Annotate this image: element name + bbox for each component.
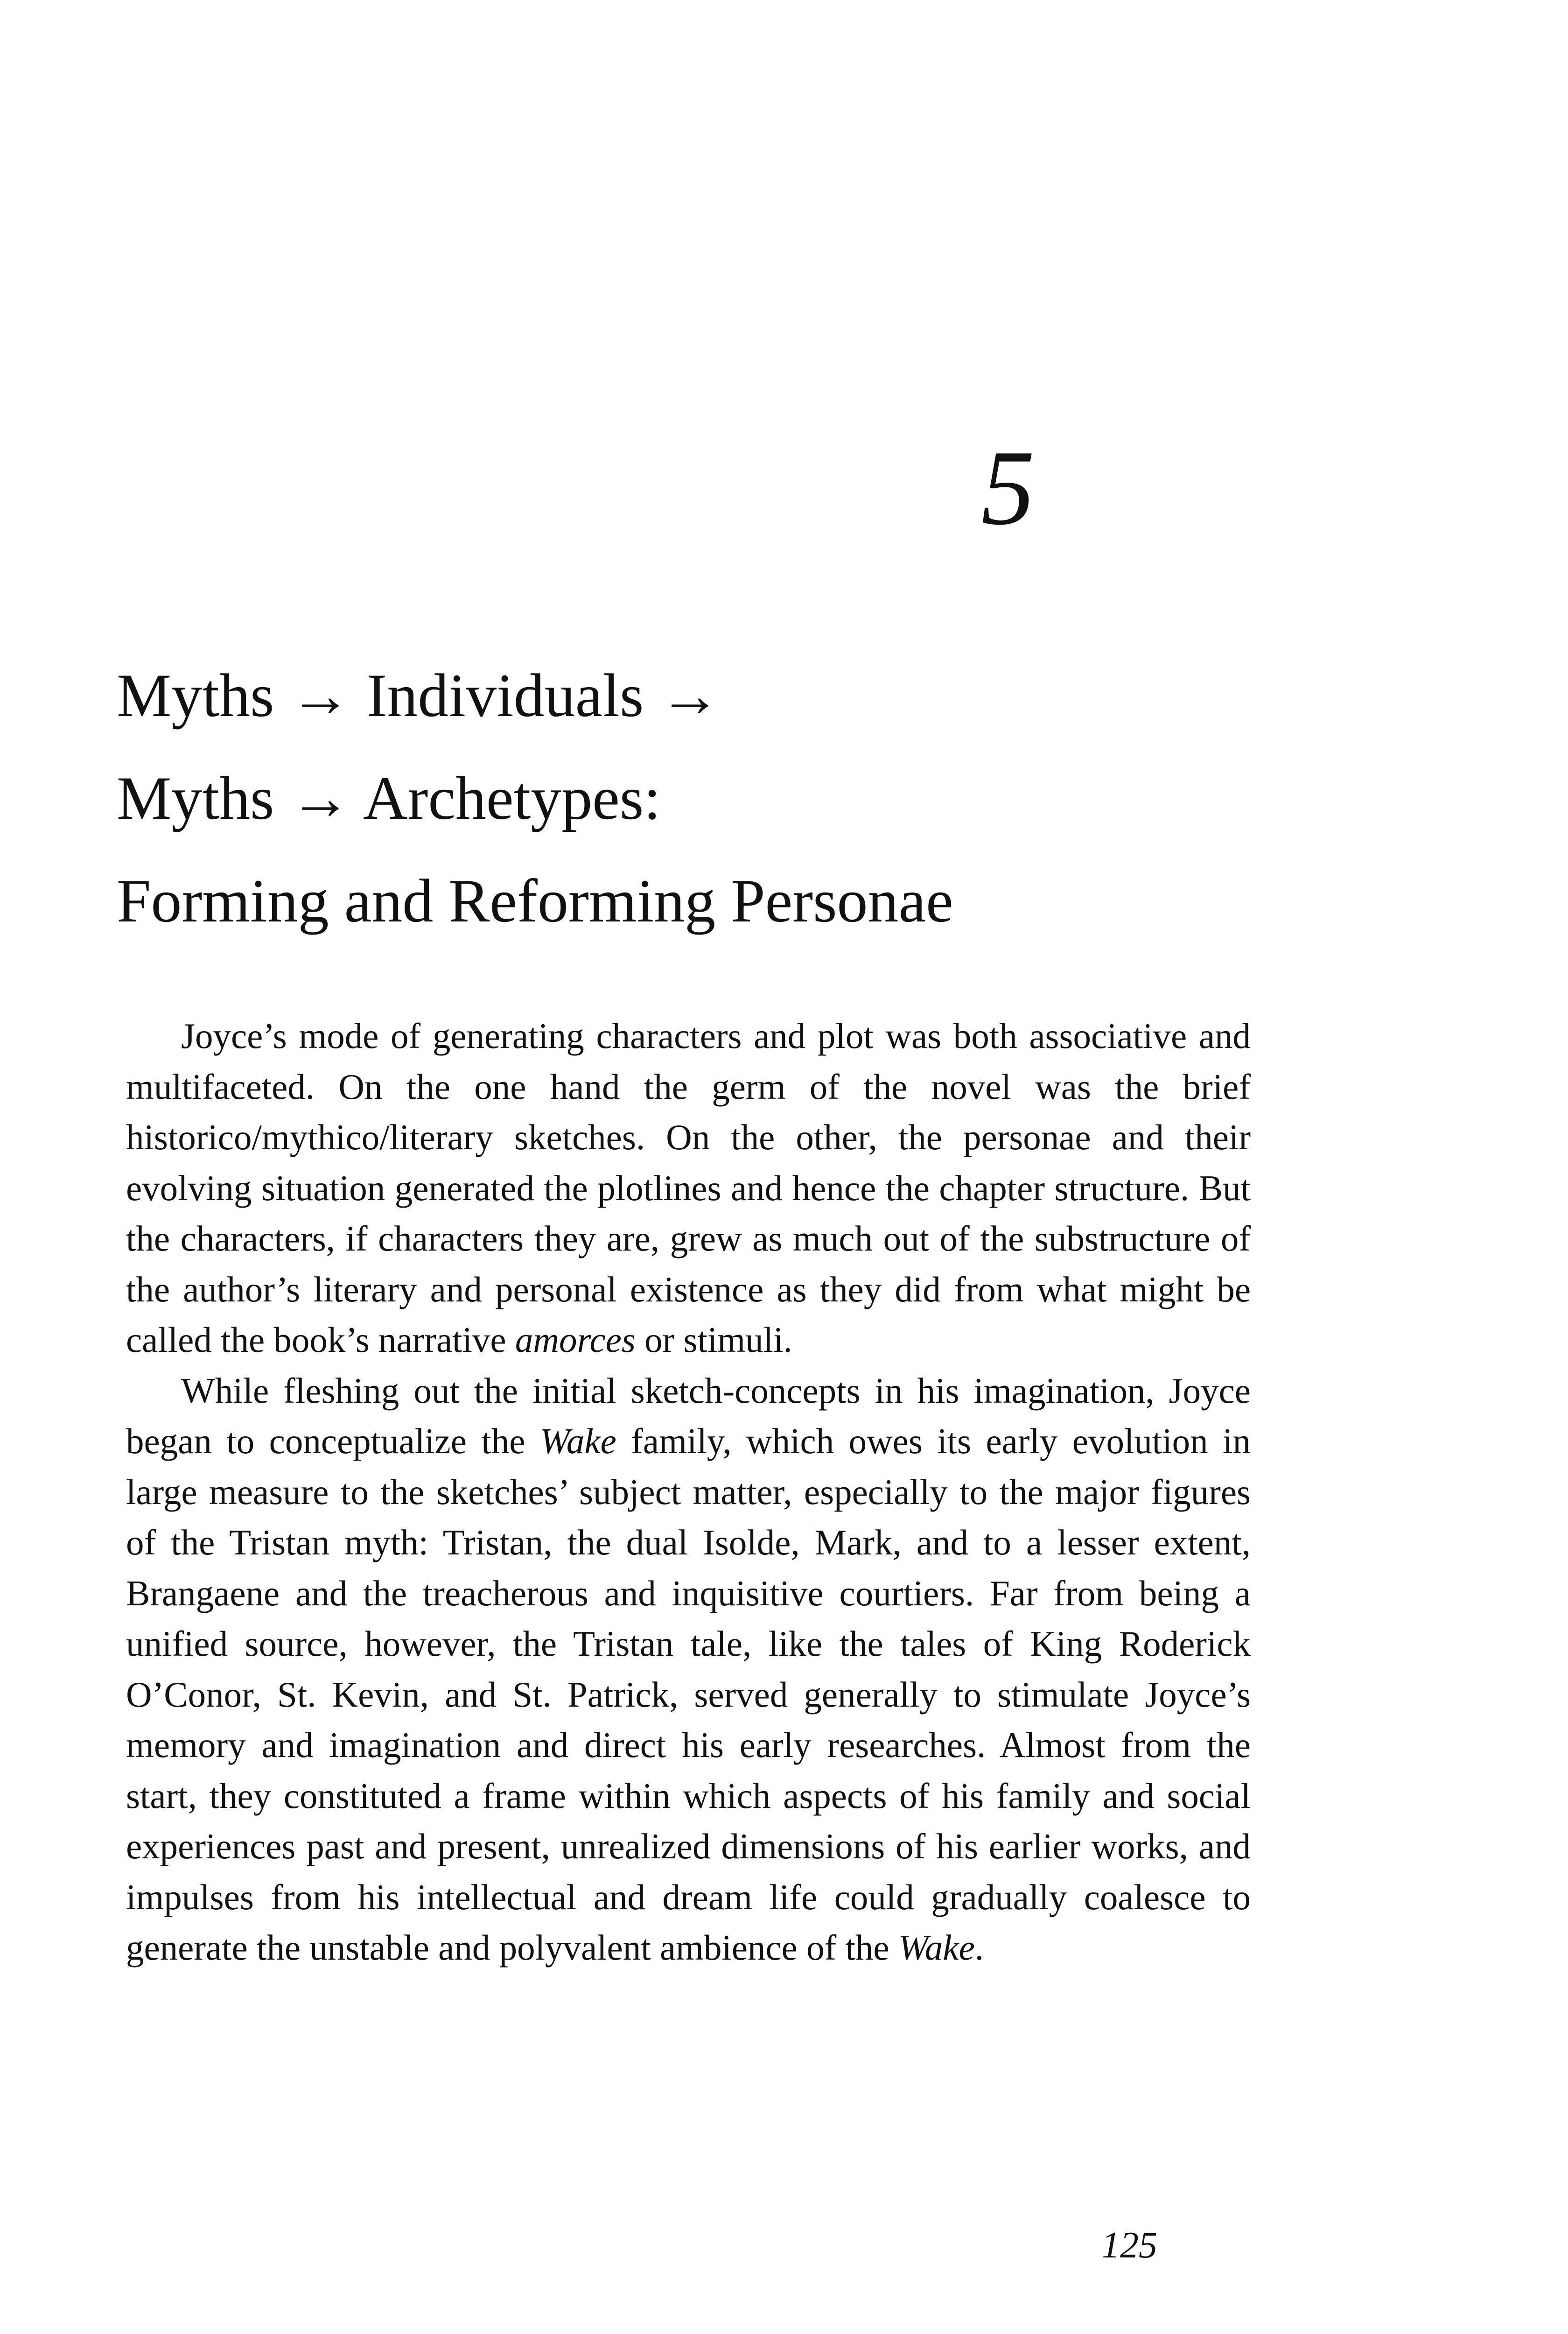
paragraph-2-text-3: . — [974, 1927, 984, 1968]
paragraph-2 — [126, 1365, 1251, 1973]
paragraph-1-text-end: or stimuli. — [635, 1320, 792, 1360]
paragraph-2-emphasis-2: Wake — [898, 1927, 975, 1968]
paragraph-1 — [126, 1011, 1251, 1365]
paragraph-1-text: Joyce’s mode of generating characters and plot was both associative and multifaceted. On the one hand the germ of the novel was the brief historico/mythico/literary sketches. On the other, the personae and their evolving situation generated the plotlines and hence the chapter structure. But the characters, if characters they are, grew as much out of the substructure of the author’s literary and personal existence as they did from what might be called the book’s narrative — [126, 1016, 1251, 1360]
paragraph-1-emphasis: amorces — [515, 1320, 636, 1360]
chapter-title-line-2: Myths → Archetypes: — [117, 764, 661, 832]
paragraph-2-emphasis-1: Wake — [539, 1421, 616, 1461]
page-number: 125 — [1101, 2225, 1157, 2266]
chapter-title — [117, 644, 1330, 952]
paragraph-2-text-2: family, which owes its early evolution in large measure to the sketches’ subject matter, especially to the major figures of the Tristan myth: Tristan, the dual Isolde, Mark, and to a lesser extent, Brangaene and the treacherous and inquisitive courtiers. Far from being a unified source, however, the Tristan tale, like the tales of King Roderick O’Conor, St. Kevin, and St. Patrick, served generally to stimulate Joyce’s memory and imagination and direct his early researches. Almost from the start, they constituted a frame within which aspects of his family and social experiences past and present, unrealized dimensions of his earlier works, and impulses from his intellectual and dream life could gradually coalesce to generate the unstable and polyvalent ambience of the — [126, 1421, 1251, 1968]
paragraph-2-text-1: While fleshing out the initial sketch-concepts in his imagination, Joyce began to conceptualize the — [126, 1370, 1251, 1461]
body-text — [126, 1011, 1251, 1973]
chapter-number: 5 — [981, 428, 1035, 547]
chapter-title-line-3: Forming and Reforming Personae — [117, 866, 953, 935]
chapter-title-line-1: Myths → Individuals → — [117, 661, 721, 730]
